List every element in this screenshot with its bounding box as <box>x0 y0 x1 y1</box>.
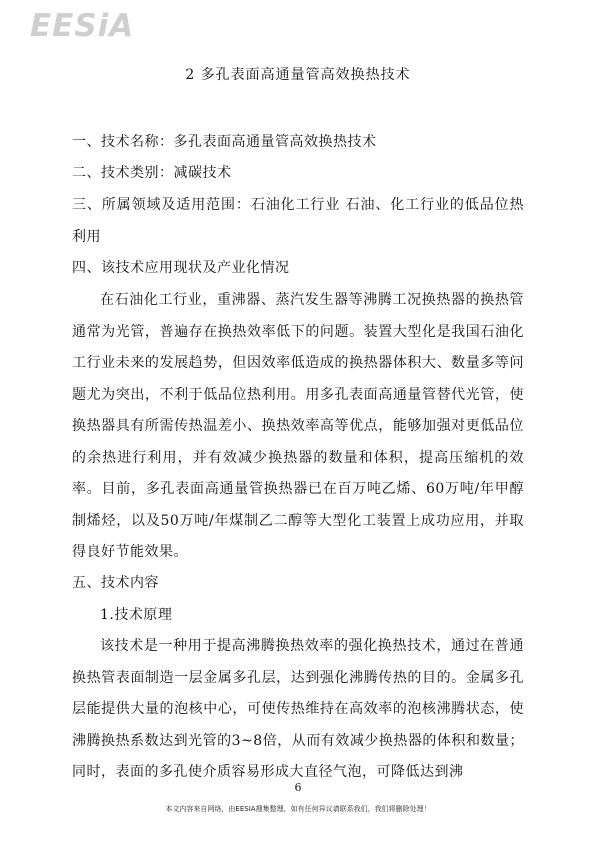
page-title: 2 多孔表面高通量管高效换热技术 <box>185 67 411 83</box>
paragraph-principle: 该技术是一种用于提高沸腾换热效率的强化换热技术，通过在普通换热管表面制造一层金属多孔层，达到强化沸腾传热的目的。金属多孔层能提供大量的泡核中心，可使传热维持在高效率的泡核沸腾状态，使沸腾换热系数达到光管的3~8倍，从而有效减少换热器的体积和数量；同时，表面的多孔使介质容易形成大直径气泡，可降低达到沸 <box>72 638 524 780</box>
section-heading-content: 五、技术内容 <box>72 575 159 591</box>
section-tech-name: 一、技术名称：多孔表面高通量管高效换热技术 <box>72 134 377 150</box>
section-tech-category: 二、技术类别：减碳技术 <box>72 165 232 181</box>
footer-disclaimer: 本文内容来自网络，由EESIA搜集整理，如有任何异议请联系我们，我们将删除处理！ <box>165 805 431 813</box>
page-number: 6 <box>294 781 302 794</box>
paragraph-status: 在石油化工行业，重沸器、蒸汽发生器等沸腾工况换热器的换热管通常为光管，普遍存在换热效率低下的问题。装置大型化是我国石油化工行业未来的发展趋势，但因效率低造成的换热器体积大、数量多等问题尤为突出，不利于低品位热利用。用多孔表面高通量管替代光管，使换热器具有所需传热温差小、换热效率高等优点，能够加强对更低品位的余热进行利用，并有效减少换热器的数量和体积，提高压缩机的效率。目前，多孔表面高通量管换热器已在百万吨乙烯、60万吨/年甲醇制烯烃，以及50万吨/年煤制乙二醇等大型化工装置上成功应用，并取得良好节能效果。 <box>72 292 524 560</box>
section-heading-status: 四、该技术应用现状及产业化情况 <box>72 260 290 276</box>
eesia-logo: EESiA <box>30 8 135 44</box>
subsection-principle: 1.技术原理 <box>100 607 173 623</box>
section-application-scope: 三、所属领域及适用范围：石油化工行业 石油、化工行业的低品位热利用 <box>72 197 524 245</box>
